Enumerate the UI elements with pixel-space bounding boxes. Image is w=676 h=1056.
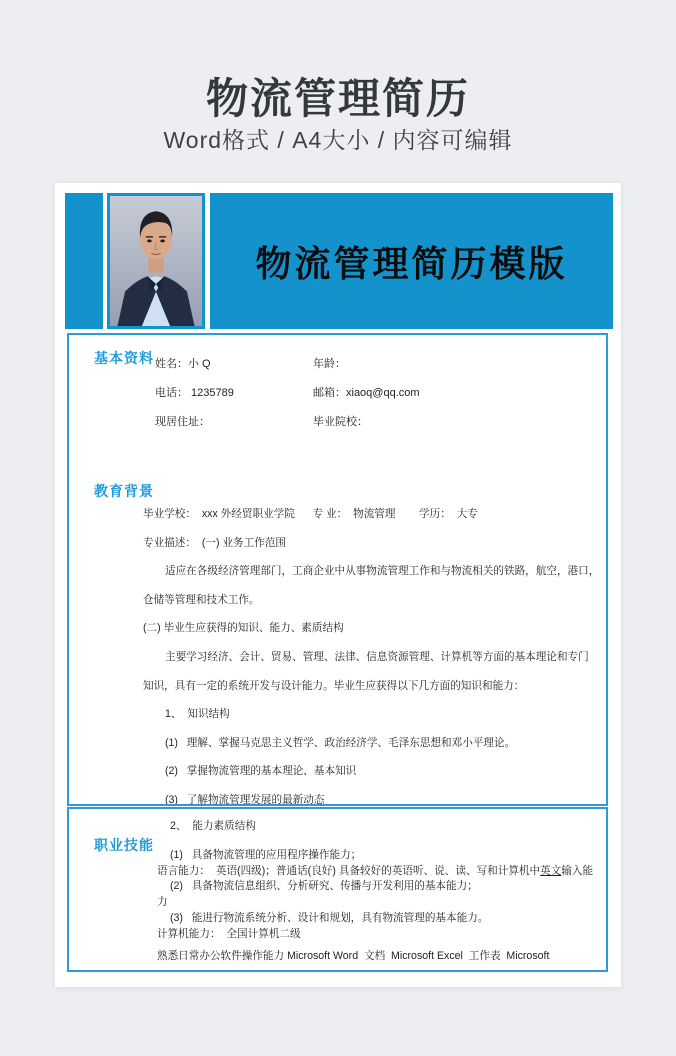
field-email-value: xiaoq@qq.com bbox=[346, 387, 420, 399]
field-address-label: 现居住址： bbox=[155, 416, 210, 428]
page-title: 物流管理简历 bbox=[205, 75, 470, 122]
left-accent-strip bbox=[65, 193, 103, 329]
education-line: 适应在各级经济管理部门，工商企业中从事物流管理工作和与物流相关的铁路，航空，港口， bbox=[165, 565, 600, 578]
section-title-basic-info: 基本资料 bbox=[94, 350, 154, 366]
portrait-photo-graphic bbox=[110, 196, 202, 326]
education-line: 毕业学校： xxx 外经贸职业学院 专 业： 物流管理 学历： 大专 bbox=[143, 508, 478, 520]
skills-line: 力 bbox=[157, 896, 168, 909]
education-content bbox=[143, 500, 600, 806]
field-school-label: 毕业院校： bbox=[313, 416, 368, 428]
field-email bbox=[313, 384, 598, 400]
field-age bbox=[313, 355, 598, 371]
education-line: 1、 知识结构 bbox=[165, 708, 230, 721]
section-box-basic-education bbox=[67, 333, 608, 806]
education-line: (2) 掌握物流管理的基本理论、基本知识 bbox=[165, 765, 357, 778]
education-line: 专业描述： (一) 业务工作范围 bbox=[143, 536, 287, 549]
skills-line: (2) 具备物流信息组织、分析研究、传播与开发利用的基本能力； bbox=[170, 880, 478, 893]
section-box-skills bbox=[67, 807, 608, 972]
field-phone bbox=[155, 384, 313, 400]
field-email-label: 邮箱： bbox=[313, 387, 346, 399]
field-name bbox=[155, 355, 313, 371]
field-name-label: 姓名： bbox=[155, 358, 188, 370]
resume-banner bbox=[210, 193, 613, 329]
language-line-underlined: 英文 bbox=[540, 864, 562, 877]
education-line: (3) 了解物流管理发展的最新动态 bbox=[165, 793, 325, 806]
basic-info-grid bbox=[155, 355, 598, 442]
field-name-value: 小 Q bbox=[188, 358, 211, 370]
skills-line: 计算机能力： 全国计算机二级 bbox=[157, 927, 301, 940]
skills-content bbox=[157, 819, 602, 964]
language-line-post: 输入能 bbox=[561, 864, 594, 877]
skills-line-language bbox=[157, 864, 602, 880]
education-line: 仓储等管理和技术工作。 bbox=[143, 593, 260, 606]
language-line-pre: 语言能力： 英语(四级)；普通话(良好) 具备较好的英语听、说、读、写和计算机中 bbox=[157, 864, 541, 877]
field-phone-label: 电话： bbox=[155, 387, 188, 399]
education-line: 知识，具有一定的系统开发与设计能力。毕业生应获得以下几方面的知识和能力： bbox=[143, 679, 525, 692]
resume-document bbox=[55, 183, 621, 987]
education-line: (1) 理解、掌握马克思主义哲学、政治经济学、毛泽东思想和邓小平理论。 bbox=[165, 736, 516, 749]
section-title-education: 教育背景 bbox=[94, 483, 154, 499]
field-phone-value: 1235789 bbox=[188, 387, 234, 399]
skills-line: (3) 能进行物流系统分析、设计和规划，具有物流管理的基本能力。 bbox=[170, 911, 489, 924]
education-line: 主要学习经济、会计、贸易、管理、法律、信息资源管理、计算机等方面的基本理论和专门 bbox=[165, 650, 589, 663]
section-title-skills: 职业技能 bbox=[94, 837, 154, 853]
skills-line: (1) 具备物流管理的应用程序操作能力； bbox=[170, 848, 362, 861]
field-age-label: 年龄： bbox=[313, 358, 346, 370]
banner-title: 物流管理简历模版 bbox=[255, 242, 568, 284]
field-address bbox=[155, 413, 313, 429]
portrait-photo bbox=[107, 193, 205, 329]
education-line: (二) 毕业生应获得的知识、能力、素质结构 bbox=[143, 622, 344, 635]
field-school bbox=[313, 413, 598, 429]
skills-line: 2、 能力素质结构 bbox=[170, 820, 256, 832]
page-subtitle: Word格式 / A4大小 / 内容可编辑 bbox=[163, 127, 513, 153]
skills-line: 熟悉日常办公软件操作能力 Microsoft Word 文档 Microsoft Excel 工作表 Microsoft bbox=[157, 949, 550, 962]
